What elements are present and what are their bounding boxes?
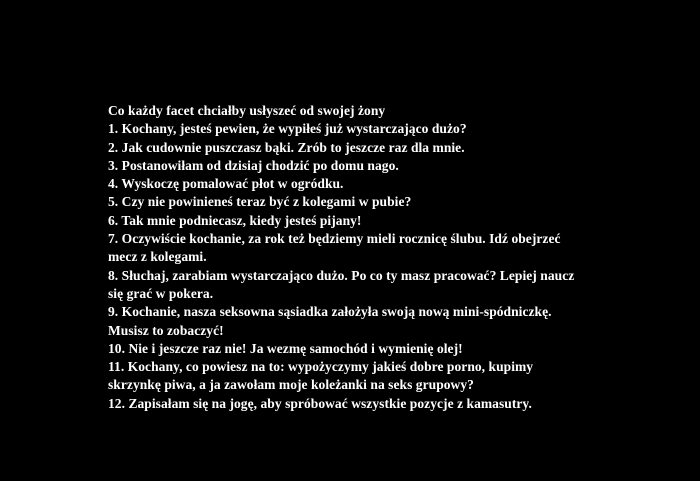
list-item: 11. Kochany, co powiesz na to: wypożyczymy jakieś dobre porno, kupimy skrzynkę piwa, a ja zawołam moje koleżanki na seks grupowy? (108, 359, 534, 393)
list-item: 5. Czy nie powinieneś teraz być z kolegami w pubie? (108, 194, 412, 210)
list-item: 1. Kochany, jesteś pewien, że wypiłeś już wystarczająco dużo? (108, 121, 467, 137)
list-item: 10. Nie i jeszcze raz nie! Ja wezmę samochód i wymienię olej! (108, 340, 463, 356)
list-item: 12. Zapisałam się na jogę, aby spróbować wszystkie pozycje z kamasutry. (108, 395, 532, 411)
list-item: 6. Tak mnie podniecasz, kiedy jesteś pijany! (108, 212, 362, 228)
list-item: 9. Kochanie, nasza seksowna sąsiadka założyła swoją nową mini-spódniczkę. Musisz to zobaczyć! (108, 304, 552, 338)
list-item: 8. Słuchaj, zarabiam wystarczająco dużo. Po co ty masz pracować? Lepiej naucz się grać w pokera. (108, 267, 575, 301)
joke-list (108, 120, 584, 413)
document-title: Co każdy facet chciałby usłyszeć od swojej żony (108, 103, 386, 118)
list-item: 3. Postanowiłam od dzisiaj chodzić po domu nago. (108, 157, 399, 173)
list-item: 4. Wyskoczę pomalować płot w ogródku. (108, 176, 344, 192)
document-content (108, 102, 584, 413)
list-item: 7. Oczywiście kochanie, za rok też będziemy mieli rocznicę ślubu. Idź obejrzeć mecz z kolegami. (108, 231, 561, 265)
list-item: 2. Jak cudownie puszczasz bąki. Zrób to jeszcze raz dla mnie. (108, 139, 465, 155)
